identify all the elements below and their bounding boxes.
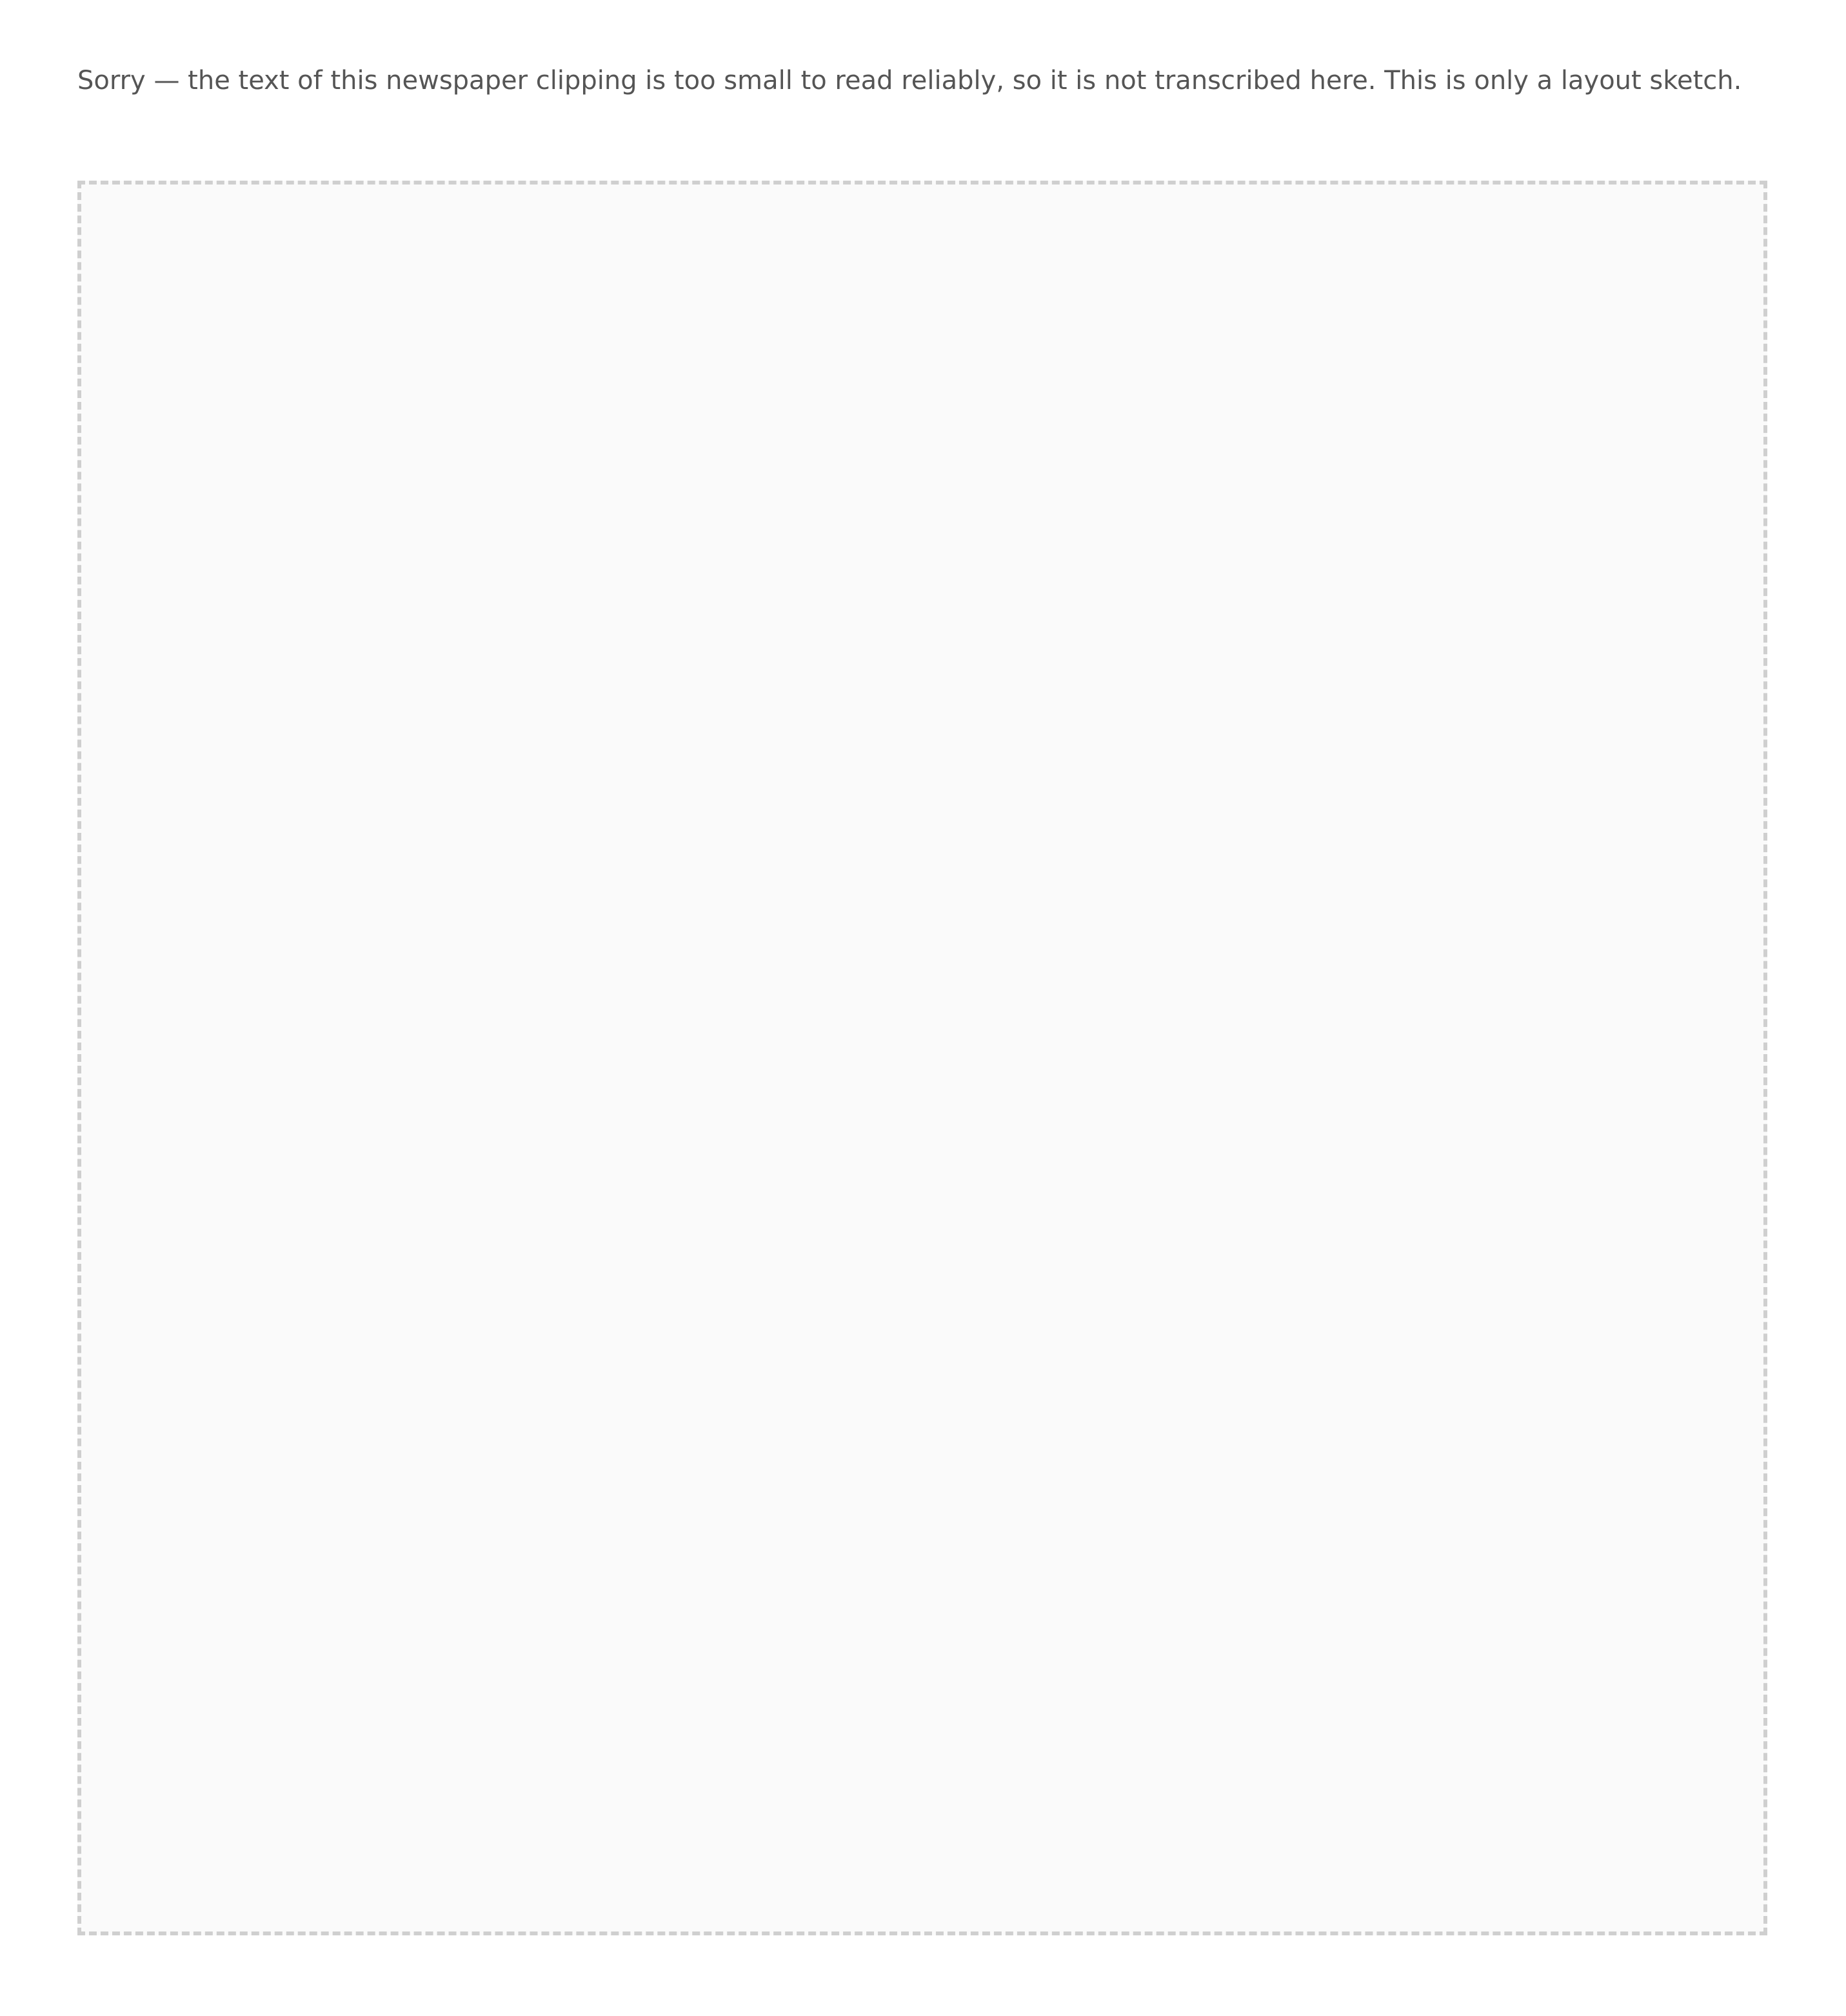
unreadable-notice: Sorry — the text of this newspaper clipping is too small to read reliably, so it is not transcribed here. This is only a layout sketch. bbox=[77, 66, 1742, 95]
clipping-placeholder bbox=[77, 181, 1767, 1935]
